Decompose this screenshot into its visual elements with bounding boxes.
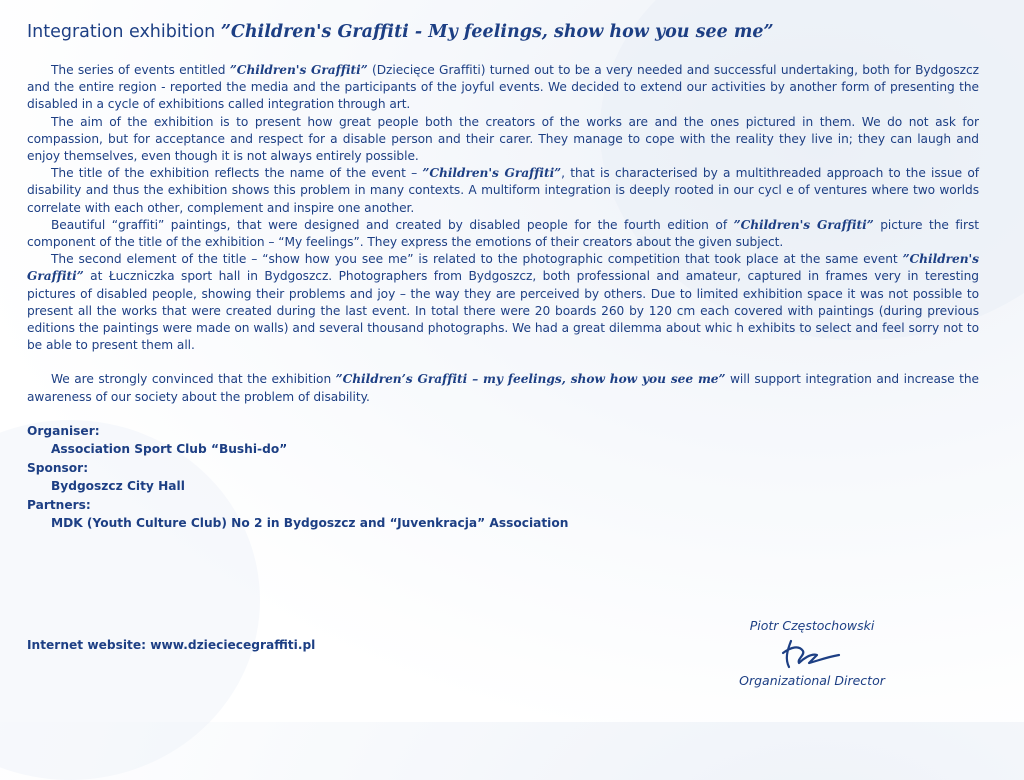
partners-label: Partners:	[27, 497, 91, 512]
paragraph: The series of events entitled ”Children's Graffiti” (Dziecięce Graffiti) turned out to be a very needed and successful undertaking, both for Bydgoszcz and the entire region - reported the media and the participants of the joyful events. We decided to extend our activities by another form of presenting the disabled in a cycle of exhibitions called integration through art.	[27, 63, 979, 112]
signature-block	[732, 618, 892, 688]
title-emphasis: ”Children's Graffiti - My feelings, show how you see me”	[220, 22, 774, 42]
partners-value: MDK (Youth Culture Club) No 2 in Bydgoszcz and “Juvenkracja” Association	[51, 516, 569, 531]
paragraph: The aim of the exhibition is to present how great people both the creators of the works are and the ones pictured in them. We do not ask for compassion, but for acceptance and respect for a disable person and their carer. They manage to cope with the reality they live in; they can laugh and enjoy themselves, even though it is not always entirely possible.	[27, 114, 979, 164]
paragraph: The title of the exhibition reflects the name of the event – ”Children's Graffiti”, that is characterised by a multithreaded approach to the issue of disability and thus the exhibition shows this problem in many contexts. A multiform integration is deeply rooted in our cycl e of ventures where two worlds correlate with each other, complement and inspire one another.	[27, 166, 980, 215]
spacer	[27, 354, 979, 371]
document-body	[27, 22, 979, 533]
signatory-role: Organizational Director	[739, 673, 885, 688]
title-prefix: Integration exhibition	[27, 22, 221, 42]
page-title	[27, 22, 979, 42]
handwritten-signature	[777, 637, 847, 671]
sponsor-value: Bydgoszcz City Hall	[51, 479, 185, 494]
organiser-label: Organiser:	[27, 423, 100, 438]
paragraph: We are strongly convinced that the exhibition ”Children’s Graffiti – my feelings, show how you see me” will support integration and increase the awareness of our society about the problem of disability.	[27, 372, 979, 404]
paragraph: The second element of the title – “show how you see me” is related to the photographic competition that took place at the same event ”Children's Graffiti” at Łuczniczka sport hall in Bydgoszcz. Photographers from Bydgoszcz, both professional and amateur, captured in frames very in teresting pictures of disabled people, showing their problems and joy – the way they are perceived by others. Due to limited exhibition space it was not possible to present all the works that were created during the last event. In total there were 20 boards 260 by 120 cm each covered with paintings (during previous editions the paintings were made on walls) and several thousand photographs. We had a great dilemma about whic h exhibits to select and feel sorry not to be able to present them all.	[27, 252, 979, 353]
organiser-value: Association Sport Club “Bushi-do”	[51, 442, 288, 457]
paragraph: Beautiful “graffiti” paintings, that were designed and created by disabled people for the fourth edition of ”Children's Graffiti” picture the first component of the title of the exhibition – “My feelings”. They express the emotions of their creators about the given subject.	[27, 217, 979, 250]
sponsor-label: Sponsor:	[27, 460, 89, 475]
article-text	[27, 62, 979, 406]
signatory-name: Piotr Częstochowski	[749, 618, 875, 633]
website-link[interactable]: Internet website: www.dzieciecegraffiti.pl	[27, 638, 316, 652]
credits	[27, 422, 979, 533]
